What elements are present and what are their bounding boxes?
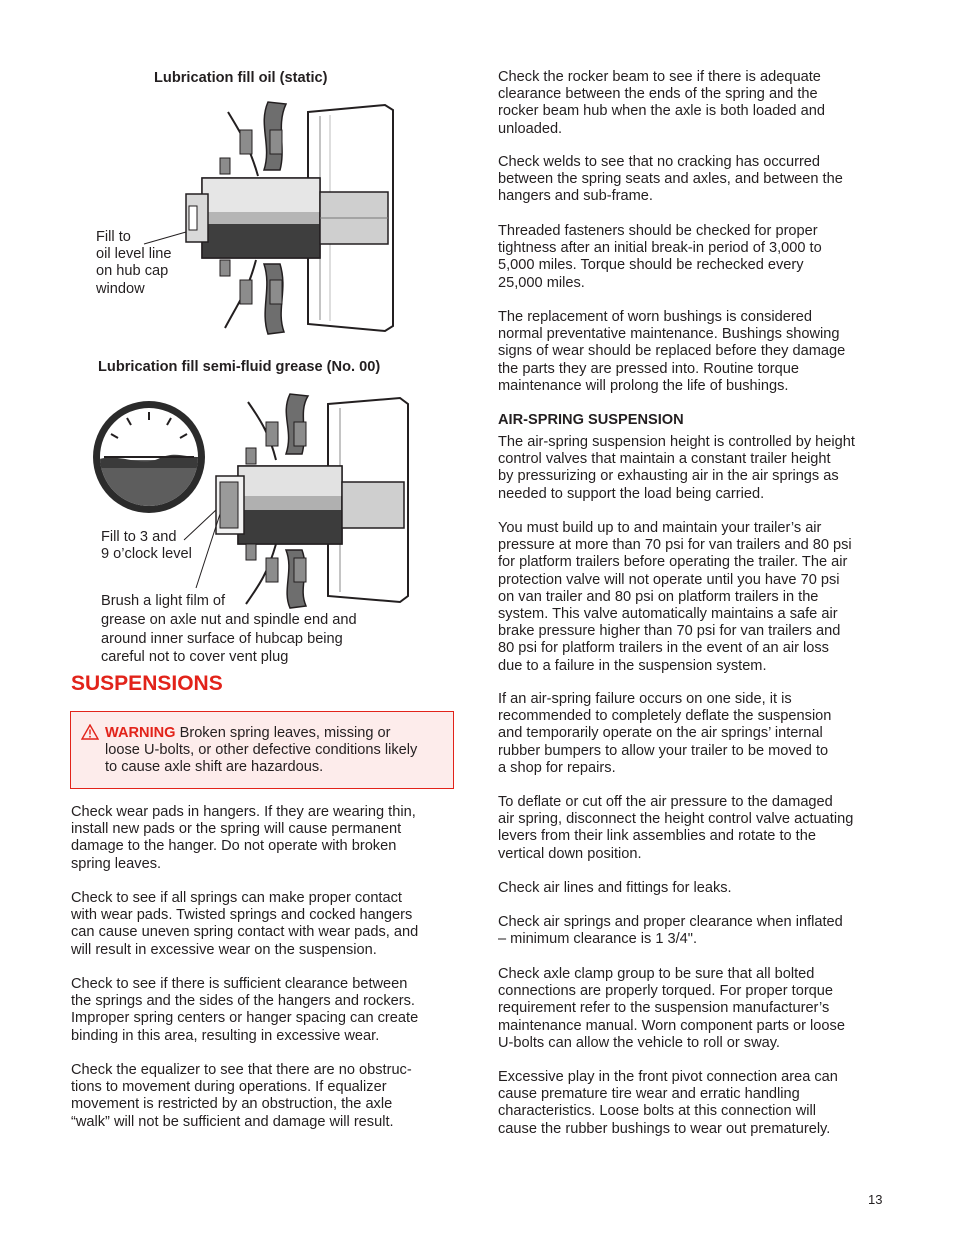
section-title-suspensions: SUSPENSIONS	[71, 672, 223, 695]
warning-box	[70, 711, 454, 789]
static-oil-leader-line	[140, 228, 190, 248]
paragraph: To deflate or cut off the air pressure to the damaged air spring, disconnect the height control valve actuating levers from their link assemblies and rotate to the vertical down position.	[498, 794, 854, 862]
paragraph: Check air lines and fittings for leaks.	[498, 880, 732, 896]
hub-grease-illustration	[210, 390, 410, 612]
paragraph: Check axle clamp group to be sure that all bolted connections are properly torqued. For proper torque requirement refer to the suspension manufacturer’s maintenance manual. Worn component parts or loose U-bolts can allow the vehicle to roll or sway.	[498, 966, 845, 1051]
paragraph: Check air springs and proper clearance when inflated – minimum clearance is 1 3/4".	[498, 914, 843, 948]
paragraph: If an air-spring failure occurs on one side, it is recommended to completely deflate the suspension and temporarily operate on the air springs’ internal rubber bumpers to allow your trailer to be moved to a shop for repairs.	[498, 691, 832, 776]
static-oil-callout: Fill to oil level line on hub cap window	[96, 229, 172, 297]
paragraph: You must build up to and maintain your trailer’s air pressure at more than 70 psi for van trailers and 80 psi for platform trailers before operating the trailer. The air protection valve will not operate until you have 70 psi on van trailer and 80 psi on platform trailers in the system. This valve automatically maintains a safe air brake pressure higher than 70 psi for van trailers and 80 psi for platform trailers in the event of an air loss due to a failure in the suspension system.	[498, 520, 852, 674]
warning-triangle-icon	[81, 724, 99, 740]
grease-callout-leader-lines	[180, 500, 240, 600]
air-spring-heading: AIR-SPRING SUSPENSION	[498, 412, 684, 428]
paragraph: Check to see if all springs can make proper contact with wear pads. Twisted springs and cocked hangers can cause uneven spring contact with wear pads, and will result in excessive wear on the suspension.	[71, 890, 419, 958]
figure-static-oil-title: Lubrication fill oil (static)	[154, 70, 328, 86]
hub-oil-illustration	[180, 100, 400, 336]
paragraph: Threaded fasteners should be checked for proper tightness after an initial break-in period of 3,000 to 5,000 miles. Torque should be rechecked every 25,000 miles.	[498, 223, 822, 291]
grease-level-callout: Fill to 3 and 9 o’clock level	[101, 529, 192, 563]
paragraph: The air-spring suspension height is controlled by height control valves that maintain a constant trailer height by pressurizing or exhausting air in the air springs as needed to support the load being carried.	[498, 434, 855, 502]
figure-semi-fluid-title: Lubrication fill semi-fluid grease (No. 00)	[98, 359, 381, 375]
paragraph: Check the rocker beam to see if there is adequate clearance between the ends of the spring and the rocker beam hub when the axle is both loaded and unloaded.	[498, 69, 825, 137]
paragraph: Check the equalizer to see that there are no obstruc- tions to movement during operations. If equalizer movement is restricted by an obstruction, the axle “walk” will not be sufficient and damage will result.	[71, 1062, 412, 1130]
paragraph: Check welds to see that no cracking has occurred between the spring seats and axles, and between the hangers and sub-frame.	[498, 154, 843, 205]
paragraph: Check to see if there is sufficient clearance between the springs and the sides of the hangers and rockers. Improper spring centers or hanger spacing can create binding in this area, resulting in excessive wear.	[71, 976, 419, 1044]
paragraph: The replacement of worn bushings is considered normal preventative maintenance. Bushings showing signs of wear should be replaced before they damage the parts they are pressed into. Routine torque maintenance will prolong the life of bushings.	[498, 309, 846, 394]
grease-brush-callout: Brush a light film of grease on axle nut and spindle end and around inner surface of hubcap being careful not to cover vent plug	[101, 593, 357, 666]
warning-body: Broken spring leaves, missing or loose U-bolts, or other defective conditions likely to cause axle shift are hazardous.	[105, 725, 418, 776]
page-number: 13	[868, 1192, 883, 1207]
paragraph: Check wear pads in hangers. If they are wearing thin, install new pads or the spring will cause permanent damage to the hanger. Do not operate with broken spring leaves.	[71, 804, 416, 872]
paragraph: Excessive play in the front pivot connection area can cause premature tire wear and erratic handling characteristics. Loose bolts at this connection will cause the rubber bushings to wear out prematurely.	[498, 1069, 838, 1137]
warning-label: WARNING	[105, 725, 176, 741]
warning-message	[105, 725, 450, 777]
